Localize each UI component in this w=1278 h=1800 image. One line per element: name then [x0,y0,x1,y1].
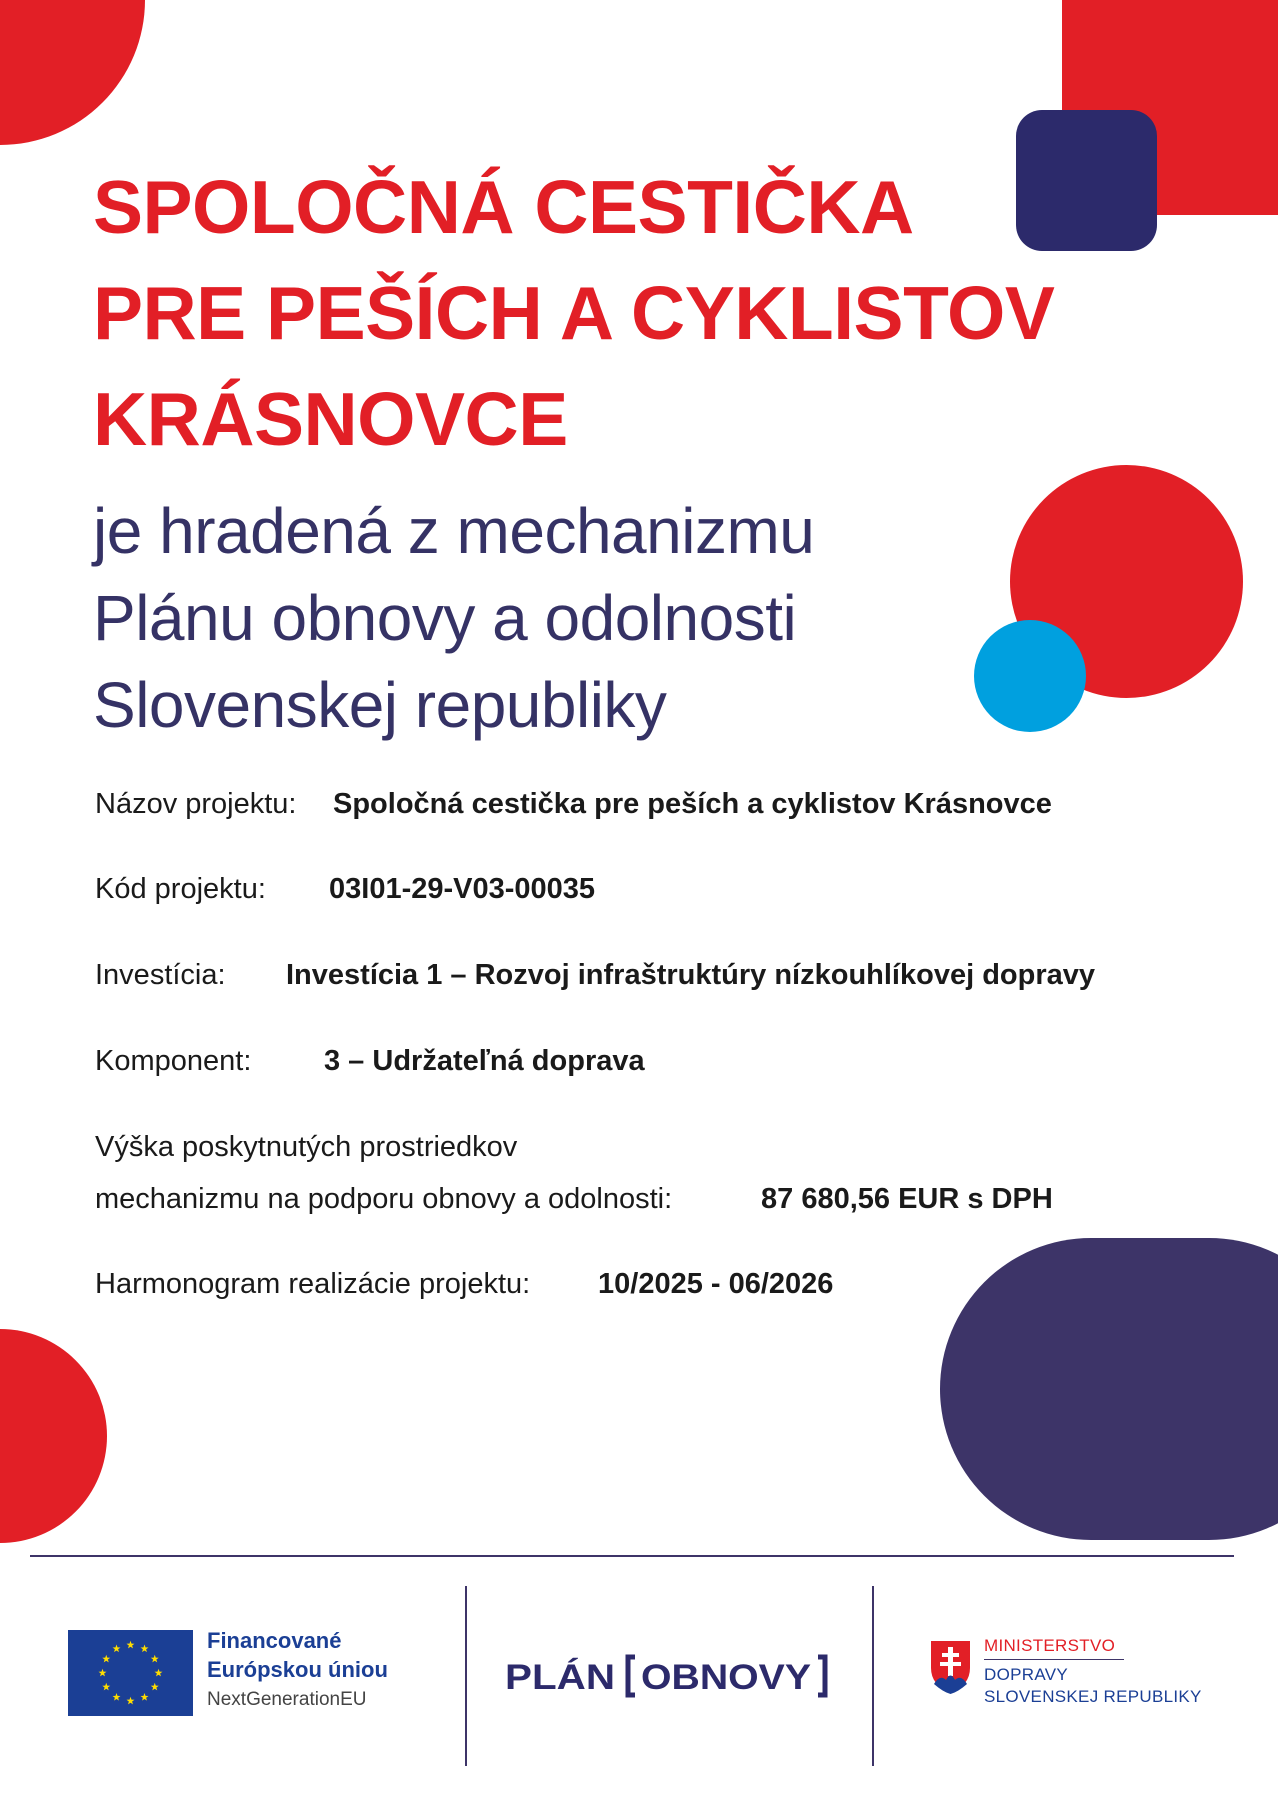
ministry-line-1: MINISTERSTVO [984,1636,1116,1655]
eu-funded-line-2: Európskou úniou [207,1657,388,1682]
investment-row [95,959,1096,992]
eu-funded-line-3: NextGenerationEU [207,1689,367,1710]
decor-red-half-circle [0,1329,107,1543]
subheadline-line-2: Plánu obnovy a odolnosti [93,582,797,654]
project-code-value: 03I01-29-V03-00035 [329,873,596,905]
project-code-label: Kód projektu: [95,873,266,905]
decor-red-quarter-circle [0,0,145,145]
funding-label-line-1: Výška poskytnutých prostriedkov [95,1131,518,1163]
project-name-label: Názov projektu: [95,788,297,820]
plan-logo-word-1: PLÁN [505,1658,601,1697]
eu-star-icon [113,1645,121,1653]
subheadline-line-1: je hradená z mechanizmu [93,495,815,567]
decor-blue-circle [974,620,1086,732]
funding-row [95,1183,1053,1216]
headline-line-1: SPOLOČNÁ CESTIČKA [93,165,914,249]
component-label: Komponent: [95,1045,252,1077]
footer-divider [30,1555,1234,1557]
project-name-value: Spoločná cestička pre peších a cyklistov Krásnovce [333,788,1052,820]
funding-label-line-2: mechanizmu na podporu obnovy a odolnosti: [95,1183,673,1215]
eu-funded-line-1: Financované [207,1628,342,1653]
subheadline-line-3: Slovenskej republiky [93,669,667,741]
eu-star-icon [127,1641,135,1649]
investment-label: Investícia: [95,959,226,991]
eu-flag-icon [68,1630,193,1716]
investment-value: Investícia 1 – Rozvoj infraštruktúry nízkouhlíkovej dopravy [286,959,1096,991]
ministry-line-3: SLOVENSKEJ REPUBLIKY [984,1687,1202,1706]
plan-logo-word-2: OBNOVY [641,1658,811,1697]
bracket-left-icon [628,1657,635,1695]
component-row [95,1045,645,1078]
eu-star-icon [141,1693,149,1701]
eu-star-icon [113,1693,121,1701]
eu-star-icon [155,1669,163,1677]
ministry-divider [984,1659,1124,1660]
slovak-coat-of-arms-icon [928,1638,973,1696]
bracket-right-icon [818,1657,825,1695]
eu-star-icon [99,1669,107,1677]
eu-star-icon [102,1655,110,1663]
headline-line-3: KRÁSNOVCE [93,377,568,461]
eu-star-icon [141,1645,149,1653]
project-name-row [95,788,1052,821]
eu-star-icon [151,1655,159,1663]
project-code-row [95,873,596,906]
eu-star-icon [151,1683,159,1691]
ministry-line-2: DOPRAVY [984,1665,1068,1684]
funding-row-label-1 [95,1131,517,1164]
schedule-value: 10/2025 - 06/2026 [598,1268,834,1300]
schedule-row [95,1268,834,1301]
funding-value: 87 680,56 EUR s DPH [761,1183,1053,1215]
eu-star-icon [102,1683,110,1691]
footer-separator-2 [872,1586,874,1766]
component-value: 3 – Udržateľná doprava [324,1045,645,1077]
decor-purple-pill [940,1238,1278,1540]
eu-star-icon [127,1697,135,1705]
footer-separator-1 [465,1586,467,1766]
headline-line-2: PRE PEŠÍCH A CYKLISTOV [93,271,1055,355]
plan-obnovy-logo [505,1651,835,1701]
schedule-label: Harmonogram realizácie projektu: [95,1268,531,1300]
poster-headline [93,154,1054,472]
poster-subheadline [93,488,814,749]
